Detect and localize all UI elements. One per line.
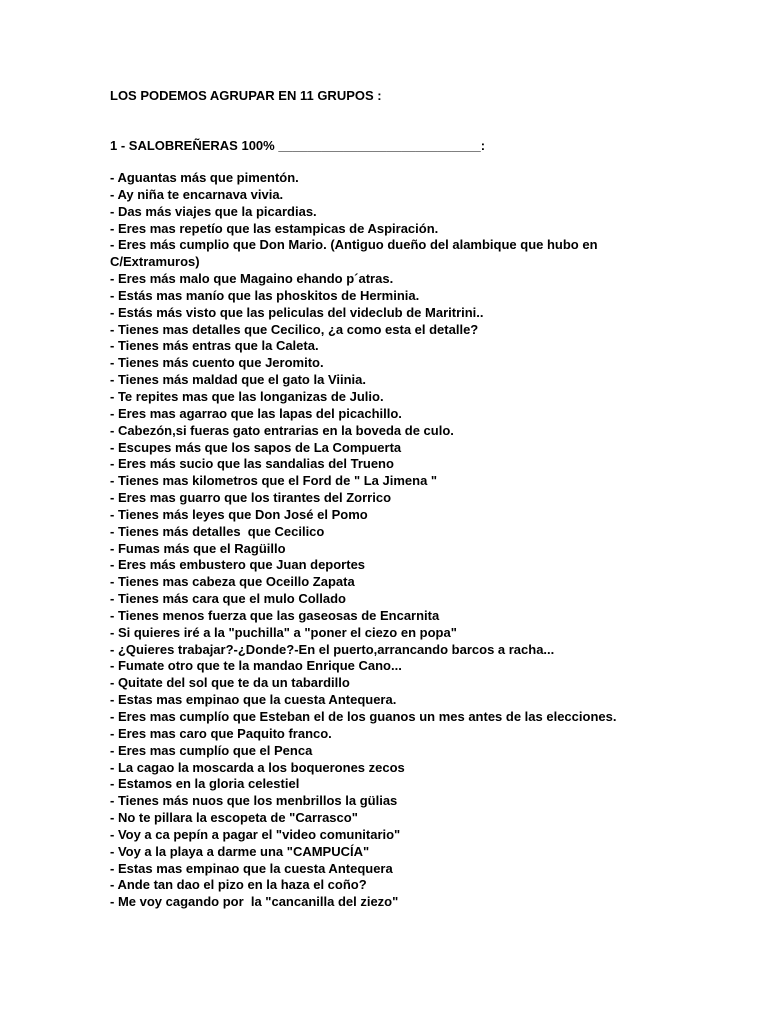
phrase-item: - Tienes mas kilometros que el Ford de " La Jimena " [110,473,438,489]
phrase-item: - Eres más malo que Magaino ehando p´atras. [110,271,394,287]
phrase-item: - Estás más visto que las peliculas del videclub de Maritrini.. [110,304,484,320]
phrase-item: - La cagao la moscarda a los boquerones zecos [110,759,405,775]
phrase-item: - Escupes más que los sapos de La Compuerta [110,439,402,455]
phrase-item: - Ay niña te encarnava vivia. [110,186,284,202]
phrase-item: - Cabezón,si fueras gato entrarias en la boveda de culo. [110,422,454,438]
phrase-item: - Tienes más nuos que los menbrillos la gülias [110,793,398,809]
phrase-item: - Quitate del sol que te da un tabardillo [110,675,350,691]
phrase-item: - Tienes menos fuerza que las gaseosas de Encarnita [110,607,440,623]
phrase-item: - Tienes mas cabeza que Oceillo Zapata [110,574,355,590]
phrase-item: - Tienes más cara que el mulo Collado [110,591,346,607]
phrase-item: - Eres mas cumplío que Esteban el de los guanos un mes antes de las elecciones. [110,709,617,724]
phrase-item: - Tienes más cuento que Jeromito. [110,355,324,371]
phrase-list [110,170,640,911]
phrase-item: - Tienes más leyes que Don José el Pomo [110,506,368,522]
phrase-item: - Eres mas caro que Paquito franco. [110,725,332,741]
phrase-item: - Estamos en la gloria celestiel [110,776,300,792]
phrase-item: - Eres más embustero que Juan deportes [110,557,366,573]
phrase-item: - Te repites mas que las longanizas de Julio. [110,388,384,404]
phrase-item: - Voy a ca pepín a pagar el "video comunitario" [110,826,401,842]
phrase-item: - Estas mas empinao que la cuesta Antequera. [110,692,397,708]
phrase-item: - Eres más cumplio que Don Mario. (Antiguo dueño del alambique que hubo en C/Extramuros) [110,237,602,270]
group-title: 1 - SALOBREÑERAS 100% ____________________________: [110,138,486,153]
phrase-item: - Tienes más detalles que Cecilico [110,523,325,539]
phrase-item: - Estas mas empinao que la cuesta Antequera [110,860,393,876]
phrase-item: - No te pillara la escopeta de "Carrasco" [110,810,358,826]
phrase-item: - Estás mas manío que las phoskitos de Herminia. [110,287,420,303]
phrase-item: - ¿Quieres trabajar?-¿Donde?-En el puerto,arrancando barcos a racha... [110,641,555,657]
phrase-item: - Eres mas guarro que los tirantes del Zorrico [110,490,392,506]
phrase-item: - Das más viajes que la picardias. [110,203,317,219]
phrase-item: - Fumate otro que te la mandao Enrique Cano... [110,658,402,674]
document-heading: LOS PODEMOS AGRUPAR EN 11 GRUPOS : [110,88,382,103]
phrase-item: - Eres más sucio que las sandalias del Trueno [110,456,394,472]
phrase-item: - Tienes mas detalles que Cecilico, ¿a como esta el detalle? [110,321,479,337]
phrase-item: - Tienes más maldad que el gato la Viinia. [110,372,366,388]
phrase-item: - Si quieres iré a la "puchilla" a "poner el ciezo en popa" [110,624,457,640]
phrase-item: - Ande tan dao el pizo en la haza el coño? [110,877,367,893]
phrase-item: - Voy a la playa a darme una "CAMPUCÍA" [110,843,370,859]
phrase-item: - Fumas más que el Ragüillo [110,540,286,556]
phrase-item: - Aguantas más que pimentón. [110,170,299,185]
phrase-item: - Me voy cagando por la "cancanilla del ziezo" [110,894,399,910]
phrase-item: - Tienes más entras que la Caleta. [110,338,319,354]
phrase-item: - Eres mas agarrao que las lapas del picachillo. [110,405,402,421]
phrase-item: - Eres mas repetío que las estampicas de Aspiración. [110,220,439,236]
phrase-item: - Eres mas cumplío que el Penca [110,742,313,758]
